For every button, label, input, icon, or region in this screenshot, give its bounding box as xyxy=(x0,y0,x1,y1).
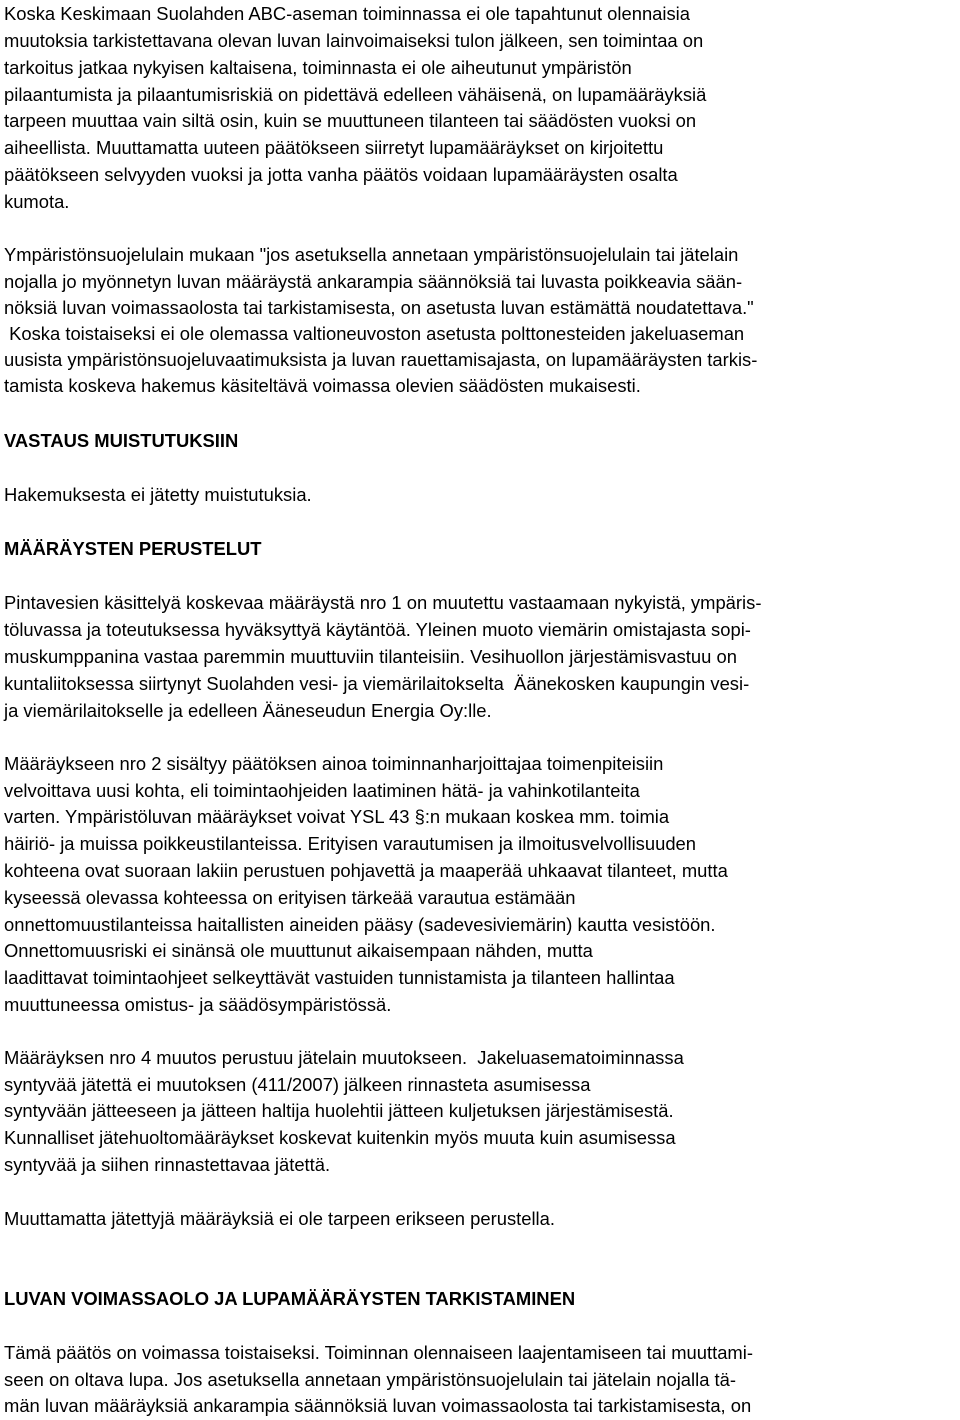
paragraph-5-line-7: onnettomuustilanteissa haitallisten aineiden pääsy (sadevesiviemärin) kautta vesistöön. xyxy=(4,914,716,935)
paragraph-2-line-6: tamista koskeva hakemus käsiteltävä voimassa olevien säädösten mukaisesti. xyxy=(4,375,641,396)
paragraph-5-line-4: häiriö- ja muissa poikkeustilanteissa. Erityisen varautumisen ja ilmoitusvelvollisuuden xyxy=(4,833,697,854)
paragraph-4-line-2: töluvassa ja toteutuksessa hyväksyttyä käytäntöä. Yleinen muoto viemärin omistajasta sopi- xyxy=(4,619,751,640)
paragraph-2-line-2: nojalla jo myönnetyn luvan määräystä ankarampia säännöksiä tai luvasta poikkeavia sään- xyxy=(4,271,743,292)
paragraph-3-line-1: Hakemuksesta ei jätetty muistutuksia. xyxy=(4,484,312,505)
paragraph-2-line-4: Koska toistaiseksi ei ole olemassa valtioneuvoston asetusta polttonesteiden jakeluaseman xyxy=(4,323,745,344)
paragraph-6-line-4: Kunnalliset jätehuoltomääräykset koskevat kuitenkin myös muuta kuin asumisessa xyxy=(4,1127,676,1148)
paragraph-1-line-3: tarkoitus jatkaa nykyisen kaltaisena, toiminnasta ei ole aiheutunut ympäristön xyxy=(4,57,632,78)
paragraph-8-line-1: Tämä päätös on voimassa toistaiseksi. Toiminnan olennaiseen laajentamiseen tai muuttami- xyxy=(4,1342,753,1363)
paragraph-5-line-1: Määräykseen nro 2 sisältyy päätöksen ainoa toiminnanharjoittajaa toimenpiteisiin xyxy=(4,753,664,774)
paragraph-5-line-8: Onnettomuusriski ei sinänsä ole muuttunut aikaisempaan nähden, mutta xyxy=(4,940,593,961)
paragraph-8-line-3: män luvan määräyksiä ankarampia säännöksiä luvan voimassaolosta tai tarkistamisesta, on xyxy=(4,1395,752,1416)
paragraph-1-line-6: aiheellista. Muuttamatta uuteen päätökseen siirretyt lupamääräykset on kirjoitettu xyxy=(4,137,664,158)
paragraph-6-line-3: syntyvään jätteeseen ja jätteen haltija huolehtii jätteen kuljetuksen järjestämisestä. xyxy=(4,1100,674,1121)
paragraph-1-line-7: päätökseen selvyyden vuoksi ja jotta vanha päätös voidaan lupamääräysten osalta xyxy=(4,164,678,185)
paragraph-5-line-5: kohteena ovat suoraan lakiin perustuen pohjavettä ja maaperää uhkaavat tilanteet, mutta xyxy=(4,860,728,881)
paragraph-1-line-1: Koska Keskimaan Suolahden ABC-aseman toiminnassa ei ole tapahtunut olennaisia xyxy=(4,3,690,24)
paragraph-5-line-3: varten. Ympäristöluvan määräykset voivat YSL 43 §:n mukaan koskea mm. toimia xyxy=(4,806,670,827)
paragraph-4-line-4: kuntaliitoksessa siirtynyt Suolahden vesi- ja viemärilaitokselta Äänekosken kaupungin vesi- xyxy=(4,673,750,694)
paragraph-1-line-8: kumota. xyxy=(4,191,70,212)
paragraph-2-line-5: uusista ympäristönsuojeluvaatimuksista ja luvan rauettamisajasta, on lupamääräysten tarkis- xyxy=(4,349,758,370)
paragraph-1-line-2: muutoksia tarkistettavana olevan luvan lainvoimaiseksi tulon jälkeen, sen toimintaa on xyxy=(4,30,704,51)
paragraph-7-line-1: Muuttamatta jätettyjä määräyksiä ei ole tarpeen erikseen perustella. xyxy=(4,1208,555,1229)
section-heading-luvan-voimassaolo: LUVAN VOIMASSAOLO JA LUPAMÄÄRÄYSTEN TARKISTAMINEN xyxy=(4,1288,576,1309)
paragraph-4-line-5: ja viemärilaitokselle ja edelleen Ääneseudun Energia Oy:lle. xyxy=(4,700,492,721)
paragraph-2-line-1: Ympäristönsuojelulain mukaan "jos asetuksella annetaan ympäristönsuojelulain tai jätelain xyxy=(4,244,739,265)
paragraph-4-line-1: Pintavesien käsittelyä koskevaa määräystä nro 1 on muutettu vastaamaan nykyistä, ympäris- xyxy=(4,592,762,613)
paragraph-5-line-10: muuttuneessa omistus- ja säädösympäristössä. xyxy=(4,994,392,1015)
section-heading-vastaus-muistutuksiin: VASTAUS MUISTUTUKSIIN xyxy=(4,430,239,451)
paragraph-2-line-3: nöksiä luvan voimassaolosta tai tarkistamisesta, on asetusta luvan estämättä noudatettava." xyxy=(4,297,754,318)
paragraph-6-line-2: syntyvää jätettä ei muutoksen (411/2007) jälkeen rinnasteta asumisessa xyxy=(4,1074,591,1095)
paragraph-1-line-5: tarpeen muuttaa vain siltä osin, kuin se muuttuneen tilanteen tai säädösten vuoksi on xyxy=(4,110,697,131)
section-heading-maaraysten-perustelut: MÄÄRÄYSTEN PERUSTELUT xyxy=(4,538,262,559)
paragraph-5-line-2: velvoittava uusi kohta, eli toimintaohjeiden laatiminen hätä- ja vahinkotilanteita xyxy=(4,780,640,801)
paragraph-5-line-9: laadittavat toimintaohjeet selkeyttävät vastuiden tunnistamista ja tilanteen hallintaa xyxy=(4,967,675,988)
paragraph-6-line-1: Määräyksen nro 4 muutos perustuu jätelain muutokseen. Jakeluasematoiminnassa xyxy=(4,1047,684,1068)
paragraph-8-line-2: seen on oltava lupa. Jos asetuksella annetaan ympäristönsuojelulain tai jätelain nojalla tä- xyxy=(4,1369,737,1390)
paragraph-4-line-3: muskumppanina vastaa paremmin muuttuviin tilanteisiin. Vesihuollon järjestämisvastuu on xyxy=(4,646,737,667)
paragraph-5-line-6: kyseessä olevassa kohteessa on erityisen tärkeää varautua estämään xyxy=(4,887,576,908)
paragraph-1-line-4: pilaantumista ja pilaantumisriskiä on pidettävä edelleen vähäisenä, on lupamääräyksiä xyxy=(4,84,707,105)
paragraph-6-line-5: syntyvää ja siihen rinnastettavaa jätettä. xyxy=(4,1154,331,1175)
